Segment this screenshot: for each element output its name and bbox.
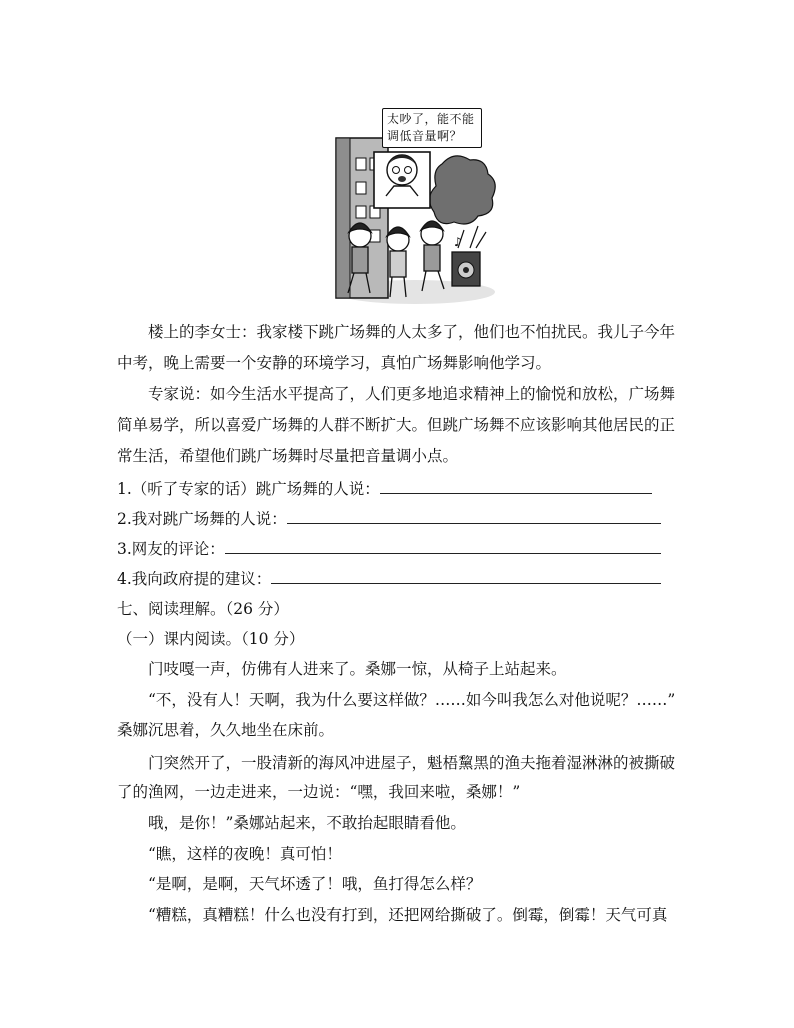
answer-line[interactable] [380,479,652,494]
section-title: 七、阅读理解。（26 分） [117,600,289,618]
reading-line: “糟糕，真糟糕！什么也没有打到，还把网给撕破了。倒霉，倒霉！天气可真 [148,906,668,924]
question-3 [117,539,661,559]
passage-line: 常生活，希望他们跳广场舞时尽量把音量调小点。 [117,447,459,465]
passage-line: 专家说：如今生活水平提高了，人们更多地追求精神上的愉悦和放松，广场舞 [148,385,676,403]
answer-line[interactable] [225,539,661,554]
speech-bubble-line: 太吵了，能不能 [387,112,475,126]
reading-line: 桑娜沉思着，久久地坐在床前。 [117,721,335,739]
subsection-title: （一）课内阅读。（10 分） [117,630,305,648]
question-text: 3.网友的评论： [117,540,225,558]
speech-bubble [382,108,482,148]
reading-line: “瞧，这样的夜晚！真可怕！ [148,845,342,863]
reading-line: 哦，是你！”桑娜站起来，不敢抬起眼睛看他。 [148,814,466,832]
square-dance-illustration [330,104,500,306]
question-4 [117,569,661,589]
answer-line[interactable] [271,569,661,584]
reading-line: 门吱嘎一声，仿佛有人进来了。桑娜一惊，从椅子上站起来。 [148,660,567,678]
reading-line: “不，没有人！天啊，我为什么要这样做？……如今叫我怎么对他说呢？……” [148,691,676,709]
question-1 [117,479,652,499]
question-text: 4.我向政府提的建议： [117,570,272,588]
passage-line: 楼上的李女士：我家楼下跳广场舞的人太多了，他们也不怕扰民。我儿子今年 [148,323,676,341]
passage-line: 中考，晚上需要一个安静的环境学习，真怕广场舞影响他学习。 [117,354,552,372]
answer-line[interactable] [287,509,661,524]
reading-line: 了的渔网，一边走进来，一边说：“嘿，我回来啦，桑娜！” [117,783,521,801]
question-text: 2.我对跳广场舞的人说： [117,510,287,528]
passage-line: 简单易学，所以喜爱广场舞的人群不断扩大。但跳广场舞不应该影响其他居民的正 [117,416,676,434]
svg-text:♪: ♪ [454,235,462,249]
question-text: 1.（听了专家的话）跳广场舞的人说： [117,480,380,498]
question-2 [117,509,661,529]
reading-line: 门突然开了，一股清新的海风冲进屋子，魁梧黧黑的渔夫拖着湿淋淋的被撕破 [148,754,676,772]
speech-bubble-line: 调低音量啊？ [387,129,463,143]
reading-line: “是啊，是啊，天气坏透了！哦，鱼打得怎么样？ [148,875,482,893]
